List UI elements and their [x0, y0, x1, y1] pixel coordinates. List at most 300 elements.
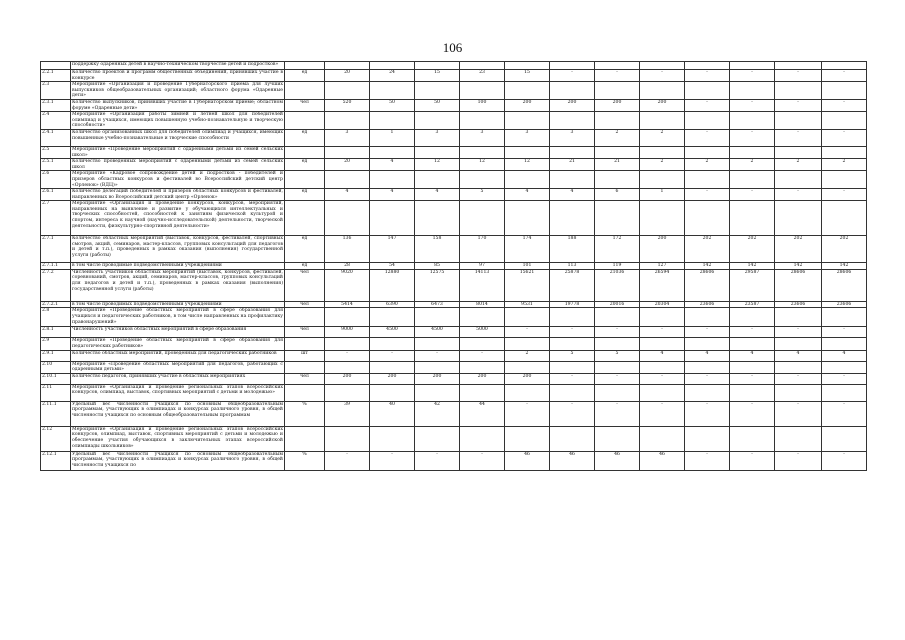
row-value-cell [685, 308, 730, 327]
row-value-cell [775, 361, 822, 373]
row-value-cell: 200 [595, 99, 640, 111]
row-value-cell: - [415, 451, 460, 470]
row-value-cell: 21 [550, 159, 595, 171]
row-value-cell: - [685, 373, 730, 384]
row-value-cell: - [595, 401, 640, 426]
row-unit-cell [285, 308, 325, 327]
row-value-cell: 4 [370, 189, 415, 201]
row-value-cell [822, 361, 867, 373]
table-row [41, 350, 867, 361]
row-value-cell [730, 171, 775, 189]
row-value-cell [325, 361, 370, 373]
table-row [41, 201, 867, 236]
row-value-cell [730, 384, 775, 401]
row-value-cell: - [550, 327, 595, 338]
row-value-cell: - [685, 129, 730, 146]
table-row [41, 361, 867, 373]
row-value-cell: - [775, 373, 822, 384]
row-value-cell [460, 384, 505, 401]
row-value-cell: - [640, 373, 685, 384]
row-code-cell: 2.11 [41, 384, 71, 401]
row-value-cell: 200 [505, 99, 550, 111]
row-value-cell: 174 [505, 236, 550, 263]
row-value-cell [822, 426, 867, 451]
row-value-cell: 4 [550, 189, 595, 201]
row-value-cell: 172 [595, 236, 640, 263]
table-row [41, 373, 867, 384]
row-value-cell: 2 [730, 159, 775, 171]
table-row [41, 308, 867, 327]
row-value-cell: - [325, 451, 370, 470]
row-name-cell: Удельный вес численности учащихся по основным общеобразовательным программам, участвующих в олимпиадах и конкурсах различного уровня, в общей численности учащихся по основным общеобразовательным программам [71, 401, 285, 426]
row-value-cell: 4 [325, 189, 370, 201]
row-name-cell: Количество делегаций победителей и призеров областных конкурсов и фестивалей, направленных во Всероссийский детский центр «Орленок» [72, 189, 283, 200]
row-value-cell [505, 384, 550, 401]
row-value-cell: 2 [685, 159, 730, 171]
row-value-cell: 2 [595, 129, 640, 146]
row-value-cell [415, 146, 460, 158]
row-value-cell [550, 171, 595, 189]
row-value-cell: - [822, 129, 867, 146]
row-value-cell: 142 [685, 263, 730, 270]
row-value-cell: 200 [415, 373, 460, 384]
row-value-cell: - [822, 401, 867, 426]
row-code-cell: 2.6 [41, 171, 71, 189]
row-value-cell: - [730, 401, 775, 426]
row-unit-cell [285, 146, 325, 158]
row-unit-cell [285, 82, 325, 100]
row-value-cell: 200 [460, 373, 505, 384]
row-value-cell: - [550, 401, 595, 426]
row-code-cell: 2.10 [41, 361, 71, 373]
row-value-cell [325, 171, 370, 189]
row-value-cell: 26594 [640, 269, 685, 301]
row-value-cell [685, 201, 730, 236]
row-value-cell: 21036 [595, 269, 640, 301]
row-value-cell [640, 171, 685, 189]
row-value-cell [415, 426, 460, 451]
row-value-cell: 46 [550, 451, 595, 470]
table-row [41, 384, 867, 401]
row-value-cell: 4 [685, 350, 730, 361]
row-value-cell: - [822, 189, 867, 201]
row-value-cell: 21 [595, 159, 640, 171]
table-row [41, 301, 867, 308]
row-value-cell [685, 62, 730, 70]
row-value-cell [595, 426, 640, 451]
row-value-cell [822, 308, 867, 327]
row-value-cell: 3 [415, 129, 460, 146]
row-value-cell [415, 338, 460, 350]
row-value-cell [595, 171, 640, 189]
row-value-cell: 147 [370, 236, 415, 263]
row-value-cell: 29587 [730, 269, 775, 301]
row-value-cell: - [595, 70, 640, 82]
row-value-cell: 200 [640, 236, 685, 263]
row-code-cell: 2.9 [41, 338, 71, 350]
row-value-cell: 200 [550, 99, 595, 111]
row-value-cell: 28 [325, 263, 370, 270]
row-value-cell: 4 [505, 189, 550, 201]
row-value-cell [685, 171, 730, 189]
row-value-cell: 2 [640, 159, 685, 171]
row-name-cell: Мероприятие «Организация и проведение региональных этапов всероссийских конкурсов, олимпиад, выставок, спортивных мероприятий с детьми и молодежью и обеспечение участия обучающихся в заключительных этапах всероссийской олимпиады школьников» [71, 426, 285, 451]
row-value-cell [415, 361, 460, 373]
row-value-cell [415, 82, 460, 100]
row-value-cell [505, 62, 550, 70]
row-value-cell: - [595, 373, 640, 384]
row-value-cell [730, 146, 775, 158]
row-value-cell [775, 112, 822, 130]
row-value-cell [325, 426, 370, 451]
row-value-cell: 5 [595, 350, 640, 361]
row-value-cell [640, 361, 685, 373]
row-value-cell [775, 384, 822, 401]
row-value-cell: - [822, 327, 867, 338]
row-name-cell: Количество проведенных мероприятий с одаренными детьми из семей сельских школ [72, 159, 283, 170]
row-value-cell: 42 [415, 401, 460, 426]
table-row [41, 327, 867, 338]
row-unit-cell [285, 112, 325, 130]
row-value-cell [370, 112, 415, 130]
row-code-cell: 2.3 [41, 82, 71, 100]
row-value-cell [550, 426, 595, 451]
row-value-cell: - [685, 70, 730, 82]
row-value-cell [595, 112, 640, 130]
row-value-cell: 200 [370, 373, 415, 384]
row-value-cell: 20 [325, 70, 370, 82]
row-value-cell: 12880 [370, 269, 415, 301]
row-value-cell: 28606 [822, 269, 867, 301]
row-value-cell: 6 [595, 189, 640, 201]
row-value-cell: 15621 [505, 269, 550, 301]
row-value-cell [730, 426, 775, 451]
row-value-cell: 28606 [775, 269, 822, 301]
table-body [41, 62, 867, 471]
row-value-cell: 170 [460, 236, 505, 263]
row-value-cell: - [775, 451, 822, 470]
row-value-cell [415, 62, 460, 70]
row-value-cell [370, 171, 415, 189]
row-value-cell [325, 112, 370, 130]
row-value-cell [730, 82, 775, 100]
row-value-cell [550, 146, 595, 158]
row-unit-cell [285, 171, 325, 189]
table-row [41, 171, 867, 189]
table-row [41, 99, 867, 111]
row-value-cell: 200 [505, 373, 550, 384]
row-value-cell [730, 361, 775, 373]
row-value-cell: 136 [325, 236, 370, 263]
row-value-cell [822, 62, 867, 70]
row-code-cell: 2.11.1 [41, 401, 71, 426]
row-unit-cell: чел [285, 301, 325, 308]
row-value-cell [460, 171, 505, 189]
row-value-cell: 20 [325, 159, 370, 171]
row-value-cell [370, 62, 415, 70]
row-value-cell [640, 201, 685, 236]
row-value-cell [550, 201, 595, 236]
row-code-cell: 2.7.1 [41, 236, 71, 263]
row-value-cell: 100 [460, 99, 505, 111]
table-row [41, 338, 867, 350]
row-value-cell: 2 [775, 159, 822, 171]
row-value-cell [460, 338, 505, 350]
row-value-cell [460, 62, 505, 70]
row-value-cell [775, 171, 822, 189]
row-value-cell [370, 201, 415, 236]
row-value-cell: - [822, 99, 867, 111]
row-value-cell [505, 171, 550, 189]
row-unit-cell [285, 361, 325, 373]
row-code-cell: 2.8 [41, 308, 71, 327]
row-unit-cell: чел [285, 269, 325, 301]
row-value-cell [505, 361, 550, 373]
row-value-cell: - [730, 451, 775, 470]
row-value-cell: 3 [505, 129, 550, 146]
row-value-cell: 9020 [325, 269, 370, 301]
row-value-cell: 142 [730, 263, 775, 270]
row-value-cell: - [685, 189, 730, 201]
row-unit-cell: ед [285, 129, 325, 146]
row-value-cell: 23606 [775, 301, 822, 308]
row-value-cell: - [685, 451, 730, 470]
row-value-cell [460, 361, 505, 373]
row-value-cell [370, 384, 415, 401]
row-name-cell: в том числе проводимых подведомственными учреждениями [71, 301, 285, 308]
row-name-cell: поддержку одаренных детей в научно-техническом творчестве детей и подростков» [71, 62, 285, 70]
row-value-cell [370, 338, 415, 350]
row-value-cell [550, 361, 595, 373]
row-unit-cell: ед [285, 263, 325, 270]
row-code-cell: 2.5.1 [41, 159, 71, 171]
table-row [41, 82, 867, 100]
row-value-cell: 202 [685, 236, 730, 263]
row-unit-cell: ед [285, 159, 325, 171]
row-value-cell [730, 338, 775, 350]
row-value-cell [730, 112, 775, 130]
row-value-cell: - [730, 70, 775, 82]
row-value-cell: - [640, 327, 685, 338]
row-value-cell [370, 426, 415, 451]
row-code-cell: 2.6.1 [41, 189, 71, 201]
row-code-cell: 2.4.1 [41, 129, 71, 146]
row-value-cell [640, 426, 685, 451]
row-value-cell [415, 112, 460, 130]
row-value-cell: 113 [550, 263, 595, 270]
row-value-cell [460, 112, 505, 130]
row-value-cell [370, 308, 415, 327]
row-name-cell: Численность участников областных мероприятий в сфере образования [71, 327, 285, 338]
row-value-cell: - [822, 373, 867, 384]
row-value-cell: 19778 [550, 301, 595, 308]
row-value-cell: - [730, 189, 775, 201]
row-value-cell: 188 [550, 236, 595, 263]
row-name-cell: Количество педагогов, принявших участие в областных мероприятиях [71, 373, 285, 384]
row-unit-cell [285, 62, 325, 70]
row-unit-cell: % [285, 401, 325, 426]
row-value-cell [822, 201, 867, 236]
row-unit-cell: чел [285, 99, 325, 111]
row-value-cell [730, 201, 775, 236]
table-row [41, 269, 867, 301]
row-name-cell: в том числе проводимые подведомственными учреждениями [71, 263, 285, 270]
row-value-cell: - [775, 99, 822, 111]
row-value-cell: 6390 [370, 301, 415, 308]
row-value-cell [415, 308, 460, 327]
row-value-cell: 46 [595, 451, 640, 470]
table-row [41, 70, 867, 82]
row-value-cell: 23587 [730, 301, 775, 308]
row-value-cell [822, 112, 867, 130]
row-value-cell: 4 [730, 350, 775, 361]
row-value-cell [775, 308, 822, 327]
row-code-cell: 2.2.1 [41, 70, 71, 82]
row-unit-cell: шт [285, 350, 325, 361]
row-value-cell: 23606 [685, 301, 730, 308]
row-value-cell: 4 [415, 189, 460, 201]
row-value-cell [822, 338, 867, 350]
row-value-cell: - [775, 189, 822, 201]
row-value-cell [775, 201, 822, 236]
row-value-cell: 4 [822, 350, 867, 361]
row-name-cell: Мероприятие «Организация и проведение конкурсов, конкурсов, мероприятий, направленных на выявление и развитие у обучающихся интеллектуальных и творческих способностей, способностей к занятиям физической культурой и спортом, интереса к научной (научно-исследовательской) деятельности, творческой деятельности, физкультурно-спортивной деятельности» [71, 201, 285, 236]
row-value-cell: - [822, 451, 867, 470]
table-row [41, 451, 867, 470]
row-value-cell: 44 [460, 401, 505, 426]
row-value-cell: 1 [370, 129, 415, 146]
row-value-cell: 2 [822, 159, 867, 171]
row-value-cell: 119 [595, 263, 640, 270]
table-row [41, 426, 867, 451]
row-value-cell: - [325, 350, 370, 361]
row-value-cell [822, 384, 867, 401]
row-value-cell [822, 82, 867, 100]
row-value-cell [505, 112, 550, 130]
row-value-cell: 15 [415, 70, 460, 82]
row-value-cell [775, 146, 822, 158]
row-value-cell [550, 308, 595, 327]
row-value-cell: 46 [505, 451, 550, 470]
row-value-cell: 158 [415, 236, 460, 263]
row-value-cell [505, 338, 550, 350]
row-value-cell: 142 [775, 263, 822, 270]
row-value-cell: - [822, 70, 867, 82]
row-value-cell [775, 426, 822, 451]
row-value-cell: - [730, 373, 775, 384]
row-value-cell [415, 201, 460, 236]
row-value-cell: - [775, 129, 822, 146]
table-row [41, 129, 867, 146]
row-value-cell [325, 62, 370, 70]
row-value-cell: - [685, 99, 730, 111]
row-value-cell: 50 [415, 99, 460, 111]
row-value-cell: - [550, 70, 595, 82]
row-value-cell [505, 146, 550, 158]
row-value-cell [685, 338, 730, 350]
row-value-cell: - [550, 373, 595, 384]
row-value-cell [685, 426, 730, 451]
row-value-cell: 1 [640, 189, 685, 201]
row-value-cell: 97 [460, 263, 505, 270]
row-value-cell [640, 62, 685, 70]
row-unit-cell: ед [285, 236, 325, 263]
row-value-cell [370, 361, 415, 373]
row-code-cell: 2.10.1 [41, 373, 71, 384]
row-value-cell: 28606 [685, 269, 730, 301]
row-value-cell [460, 146, 505, 158]
row-code-cell: 2.12 [41, 426, 71, 451]
row-value-cell: 40 [370, 401, 415, 426]
row-value-cell: 9000 [325, 327, 370, 338]
table-row [41, 401, 867, 426]
row-value-cell: - [415, 350, 460, 361]
row-value-cell [730, 62, 775, 70]
table-row [41, 236, 867, 263]
row-value-cell [550, 82, 595, 100]
row-value-cell [325, 146, 370, 158]
row-value-cell: 200 [640, 99, 685, 111]
row-value-cell [325, 201, 370, 236]
row-name-cell: Количество областных мероприятий, проведенных для педагогических работников [71, 350, 285, 361]
row-value-cell [595, 308, 640, 327]
row-unit-cell: % [285, 451, 325, 470]
row-code-cell: 2.8.1 [41, 327, 71, 338]
row-value-cell [730, 308, 775, 327]
row-value-cell: - [730, 129, 775, 146]
row-unit-cell: чел [285, 327, 325, 338]
row-name-cell: Мероприятие «Организация и проведение региональных этапов всероссийских конкурсов, олимпиад, выставок, спортивных мероприятий с детьми и молодежью» [71, 384, 285, 401]
row-value-cell [505, 82, 550, 100]
row-code-cell: 2.3.1 [41, 99, 71, 111]
row-value-cell [325, 338, 370, 350]
row-value-cell: 54 [370, 263, 415, 270]
row-value-cell [685, 112, 730, 130]
row-value-cell: 24 [370, 70, 415, 82]
row-value-cell [370, 146, 415, 158]
row-value-cell: - [460, 451, 505, 470]
row-value-cell [325, 308, 370, 327]
row-value-cell [550, 384, 595, 401]
row-value-cell: - [370, 451, 415, 470]
row-value-cell [550, 112, 595, 130]
row-name-cell: Количество проектов и программ общественных объединений, принявших участие в конкурсе [72, 70, 283, 81]
row-unit-cell: ед [285, 189, 325, 201]
table-row [41, 62, 867, 70]
row-name-cell: Мероприятие «Кадровое сопровождение детей и подростков - победителей и призеров областных конкурсов и фестивалей во Всероссийский детский центр «Орленок» (ВДЦ)» [72, 171, 283, 188]
row-name-cell: Мероприятие «Проведение областных мероприятий в сфере образования для педагогических работников» [72, 338, 283, 350]
row-value-cell [460, 201, 505, 236]
row-value-cell [415, 384, 460, 401]
row-value-cell [595, 62, 640, 70]
row-value-cell: 12575 [415, 269, 460, 301]
row-value-cell: 25878 [550, 269, 595, 301]
row-name-cell: Мероприятие «Проведение областных мероприятий в сфере образования для учащихся и педагогических работников, в том числе направленных на профилактику правонарушений» [71, 308, 285, 327]
row-unit-cell [285, 384, 325, 401]
table-row [41, 112, 867, 130]
row-name-cell: Удельный вес численности учащихся по основным общеобразовательным программам, участвующих в олимпиадах и конкурсах различного уровня, в общей численности учащихся по [71, 451, 285, 470]
row-code-cell: 2.7.2.1 [41, 301, 71, 308]
row-value-cell: 202 [775, 236, 822, 263]
row-name-cell: Мероприятие «Проведение мероприятий с одаренными детьми из семей сельских школ» [72, 146, 283, 158]
row-name-cell: Мероприятие «Проведение областных мероприятий для педагогов, работающих с одаренными детьми» [72, 361, 283, 373]
row-value-cell: 50 [370, 99, 415, 111]
row-value-cell: 3 [460, 129, 505, 146]
row-value-cell: - [775, 70, 822, 82]
row-value-cell [640, 82, 685, 100]
row-value-cell: 5 [460, 189, 505, 201]
row-value-cell: 4500 [415, 327, 460, 338]
